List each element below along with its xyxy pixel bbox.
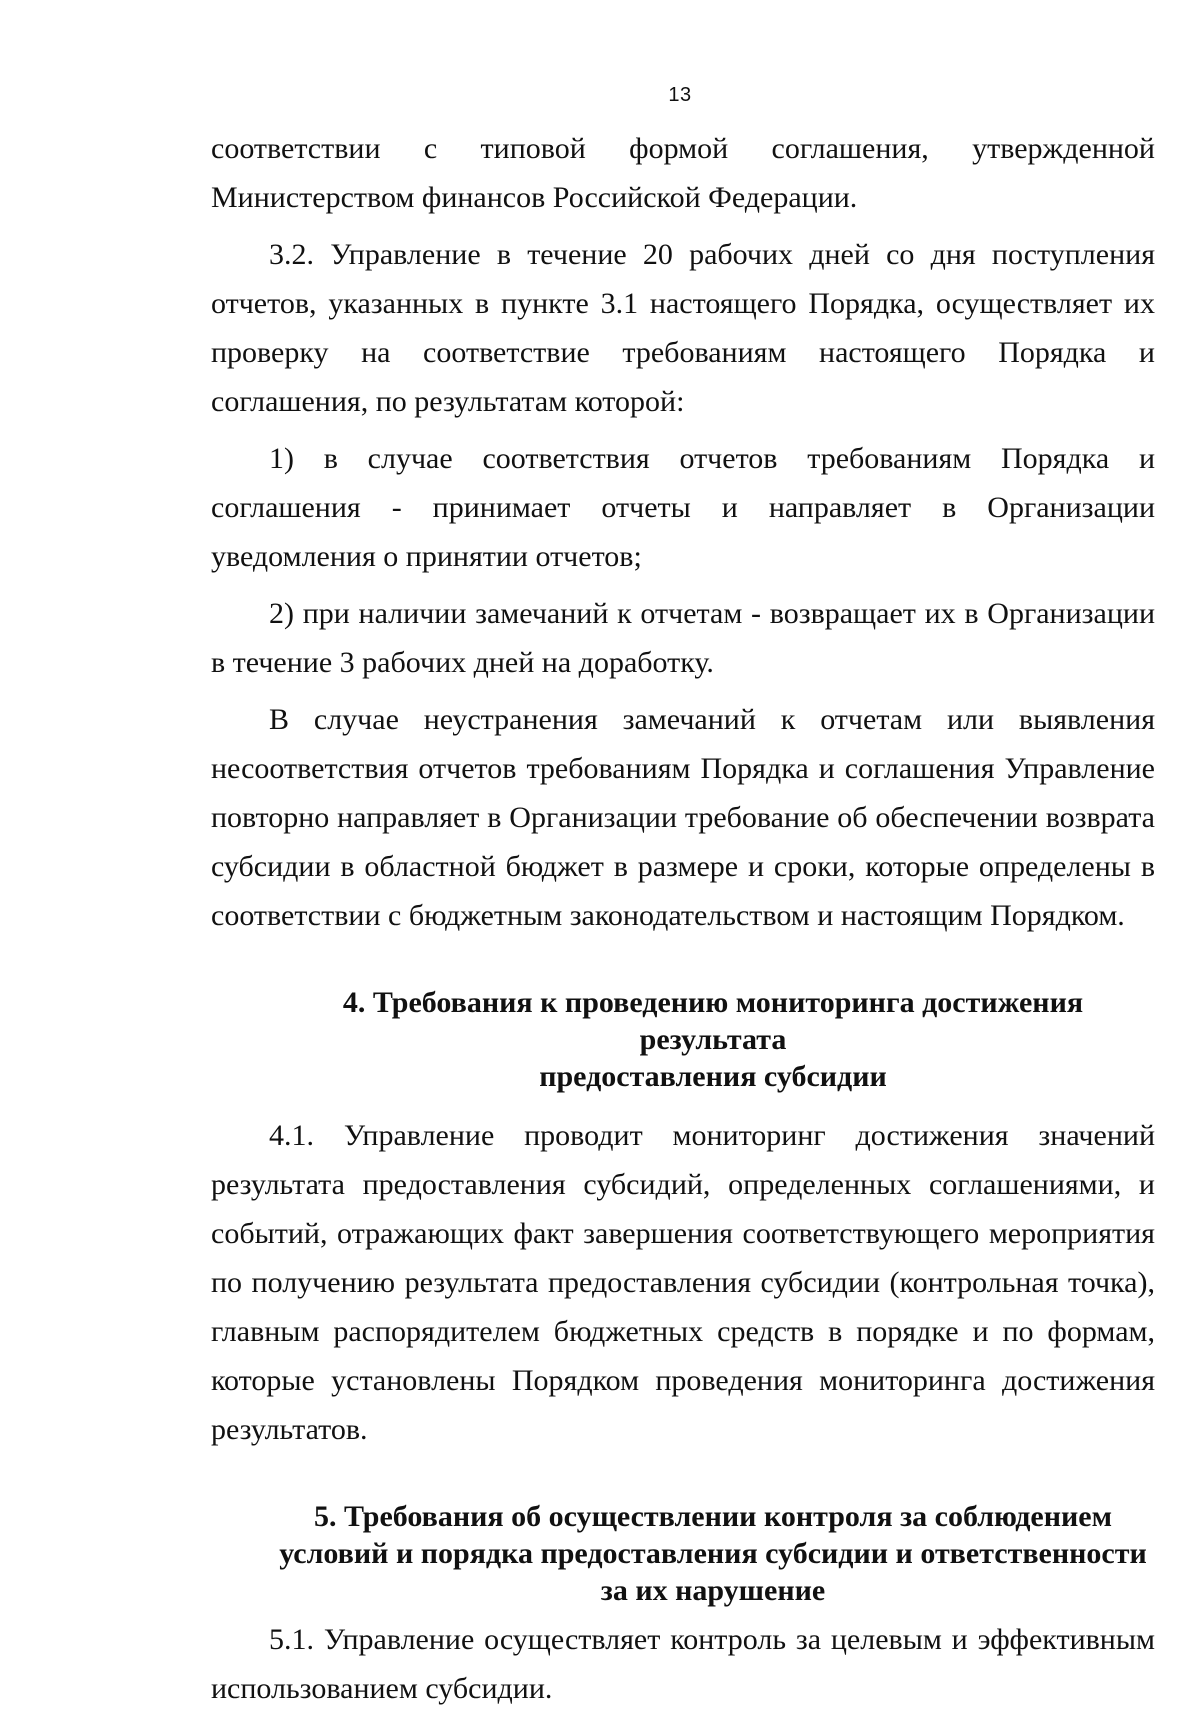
paragraph-3-2: 3.2. Управление в течение 20 рабочих дней со дня поступления отчетов, указанных в пункте 3.1 настоящего Порядка, осуществляет их проверку на соответствие требованиям настоящего Порядка и соглашения, по результатам которой:: [211, 238, 1155, 418]
paragraph-item-1: 1) в случае соответствия отчетов требованиям Порядка и соглашения - принимает отчеты и направляет в Организации уведомления о принятии отчетов;: [211, 442, 1155, 573]
paragraph-item-2: 2) при наличии замечаний к отчетам - возвращает их в Организации в течение 3 рабочих дней на доработку.: [211, 597, 1155, 679]
section-5-heading-line: 5. Требования об осуществлении контроля за соблюдением: [313, 1500, 1113, 1533]
page-number: 13: [668, 84, 692, 106]
paragraph-5-1: 5.1. Управление осуществляет контроль за целевым и эффективным использованием субсидии.: [211, 1623, 1155, 1705]
section-5-heading: [271, 1498, 1155, 1609]
section-4-heading-line: 4. Требования к проведению мониторинга достижения результата: [342, 986, 1084, 1056]
section-4-heading-line: предоставления субсидии: [539, 1060, 887, 1093]
section-4-heading: [271, 984, 1155, 1095]
paragraph-continuation: соответствии с типовой формой соглашения, утвержденной Министерством финансов Российской Федерации.: [211, 132, 1155, 214]
section-5-heading-line: за их нарушение: [600, 1574, 826, 1607]
document-body: [211, 124, 1155, 1713]
paragraph-non-remedy: В случае неустранения замечаний к отчетам или выявления несоответствия отчетов требованиям Порядка и соглашения Управление повторно направляет в Организации требование об обеспечении возврата субсидии в областной бюджет в размере и сроки, которые определены в соответствии с бюджетным законодательством и настоящим Порядком.: [211, 703, 1155, 932]
section-5-heading-line: условий и порядка предоставления субсидии и ответственности: [279, 1537, 1147, 1570]
paragraph-4-1: 4.1. Управление проводит мониторинг достижения значений результата предоставления субсидий, определенных соглашениями, и событий, отражающих факт завершения соответствующего мероприятия по получению результата предоставления субсидии (контрольная точка), главным распорядителем бюджетных средств в порядке и по формам, которые установлены Порядком проведения мониторинга достижения результатов.: [211, 1119, 1155, 1446]
